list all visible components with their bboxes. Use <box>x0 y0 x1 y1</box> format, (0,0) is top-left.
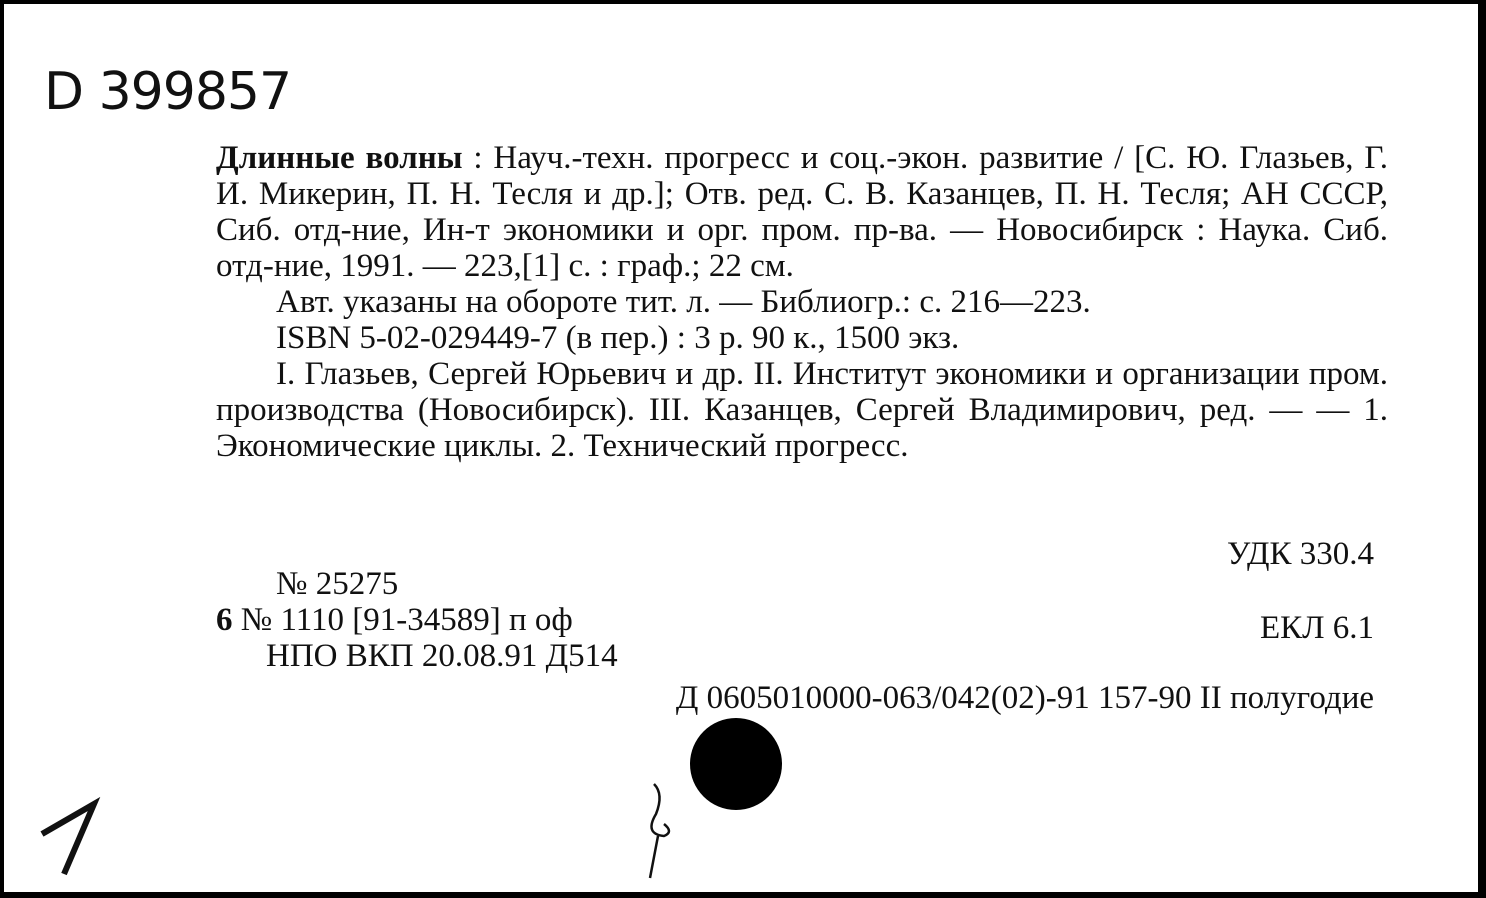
card-punch-hole <box>690 718 782 810</box>
publication-code: Д 0605010000-063/042(02)-91 157-90 II полугодие <box>675 680 1374 716</box>
ekl-code: ЕКЛ 6.1 <box>1259 610 1374 646</box>
main-description <box>216 140 1388 284</box>
card-number: № 25275 <box>276 566 399 602</box>
handwritten-inventory-number: D 399857 <box>44 62 292 122</box>
udk-code: УДК 330.4 <box>1226 536 1374 572</box>
subject-headings: I. Глазьев, Сергей Юрьевич и др. II. Институт экономики и организации пром. производства (Новосибирск). III. Казанцев, Сергей Владимирович, ред. — — 1. Экономические циклы. 2. Технический прогресс. <box>216 356 1388 464</box>
handwritten-mark-icon <box>34 794 114 884</box>
description-body: : Науч.-техн. прогресс и соц.-экон. развитие / [С. Ю. Глазьев, Г. И. Микерин, П. Н. Тесля и др.]; Отв. ред. С. В. Казанцев, П. Н. Тесля; АН СССР, Сиб. отд-ние, Ин-т экономики и орг. пром. пр-ва. — Новосибирск : Наука. Сиб. отд-ние, 1991. — 223,[1] с. : граф.; 22 см. <box>216 140 1388 284</box>
order-rest: № 1110 [91-34589] п оф <box>232 602 573 638</box>
note-isbn: ISBN 5-02-029449-7 (в пер.) : 3 р. 90 к., 1500 экз. <box>276 320 960 356</box>
handwritten-scribble-icon <box>634 774 684 884</box>
order-lead: 6 <box>216 602 233 638</box>
title-heading: Длинные волны <box>216 140 463 176</box>
bibliographic-entry <box>216 140 1388 464</box>
order-line <box>216 602 573 639</box>
note-authors: Авт. указаны на обороте тит. л. — Библиогр.: с. 216—223. <box>276 284 1091 320</box>
npo-line: НПО ВКП 20.08.91 Д514 <box>266 638 618 674</box>
